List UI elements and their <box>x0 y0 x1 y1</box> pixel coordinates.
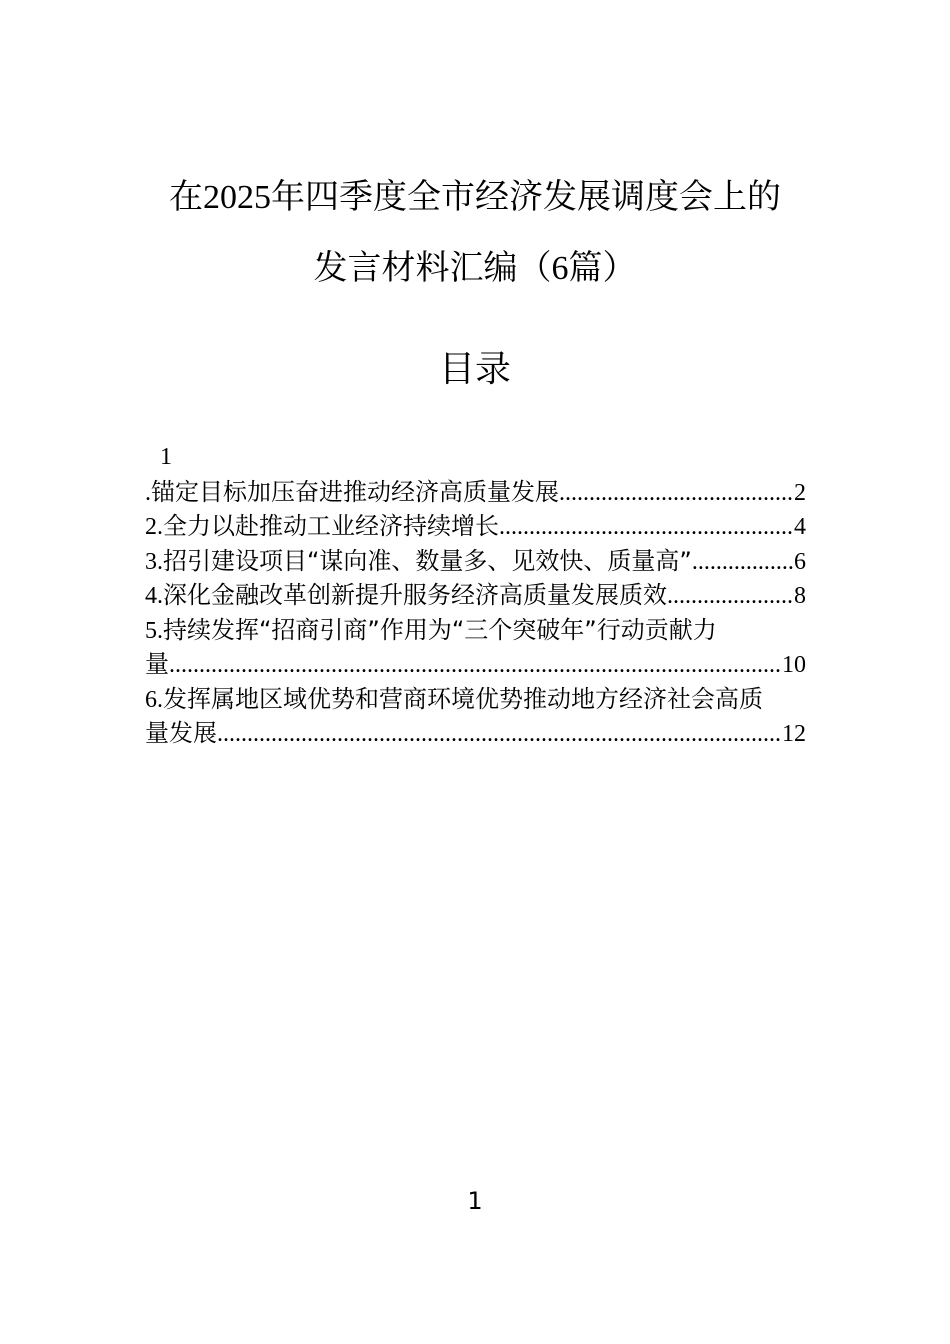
title-rest: 年四季度全市经济发展调度会上的 <box>271 177 781 217</box>
toc-item-6-page: 12 <box>782 721 806 747</box>
toc-item-6-line-1[interactable] <box>145 682 806 717</box>
toc-item-1-lead: . <box>145 479 151 506</box>
document-title-line-2 <box>0 248 950 289</box>
toc-item-5-page: 10 <box>782 652 806 678</box>
document-title-line-1 <box>0 177 950 218</box>
title-line2-suffix: 篇） <box>568 248 637 288</box>
toc-item-6-lead: 6. <box>145 686 163 713</box>
toc-item-2-leader-dots <box>499 510 794 545</box>
toc-item-1-number: 1 <box>160 444 172 470</box>
toc-item-3[interactable] <box>145 544 806 579</box>
toc-item-5-title-line-1: 持续发挥“招商引商”作用为“三个突破年”行动贡献力 <box>163 615 717 644</box>
toc-item-1-leader-dots <box>559 476 794 511</box>
toc-item-5-lead: 5. <box>145 617 163 644</box>
toc-item-2[interactable] <box>145 509 806 544</box>
toc-item-4[interactable] <box>145 578 806 613</box>
title-count: 6 <box>551 250 569 287</box>
toc-item-5-line-1[interactable] <box>145 613 806 648</box>
toc-item-1-title: 锚定目标加压奋进推动经济高质量发展 <box>151 477 559 506</box>
toc-item-3-lead: 3. <box>145 548 163 575</box>
toc-item-1-page: 2 <box>794 479 806 506</box>
toc-item-6-title-line-1: 发挥属地区域优势和营商环境优势推动地方经济社会高质 <box>163 684 763 713</box>
toc-item-4-lead: 4. <box>145 583 163 609</box>
toc-item-3-leader-dots <box>692 545 794 580</box>
toc-item-6-line-2[interactable] <box>145 716 806 751</box>
title-year: 2025 <box>203 179 271 216</box>
toc-item-4-page: 8 <box>794 583 806 609</box>
toc-item-6-title-line-2: 量发展 <box>145 719 217 747</box>
toc-item-5-title-line-2: 量 <box>145 650 169 678</box>
toc-item-2-page: 4 <box>794 514 806 540</box>
toc-item-5-line-2[interactable] <box>145 647 806 682</box>
title-prefix: 在 <box>169 177 203 217</box>
toc-item-4-title: 深化金融改革创新提升服务经济高质量发展质效 <box>163 581 667 609</box>
page-number: 1 <box>467 1187 483 1215</box>
toc-item-2-lead: 2. <box>145 514 163 540</box>
toc-item-1[interactable] <box>145 475 806 510</box>
toc-item-6-leader-dots <box>217 717 782 752</box>
toc-heading: 目录 <box>438 349 511 390</box>
toc-item-5-leader-dots <box>169 648 782 683</box>
toc-item-4-leader-dots <box>667 579 794 614</box>
table-of-contents <box>145 440 806 751</box>
toc-item-2-title: 全力以赴推动工业经济持续增长 <box>163 512 499 540</box>
toc-item-3-page: 6 <box>794 548 806 575</box>
toc-item-3-title: 招引建设项目“谋向准、数量多、见效快、质量高” <box>163 546 692 575</box>
title-line2-prefix: 发言材料汇编（ <box>313 248 552 288</box>
